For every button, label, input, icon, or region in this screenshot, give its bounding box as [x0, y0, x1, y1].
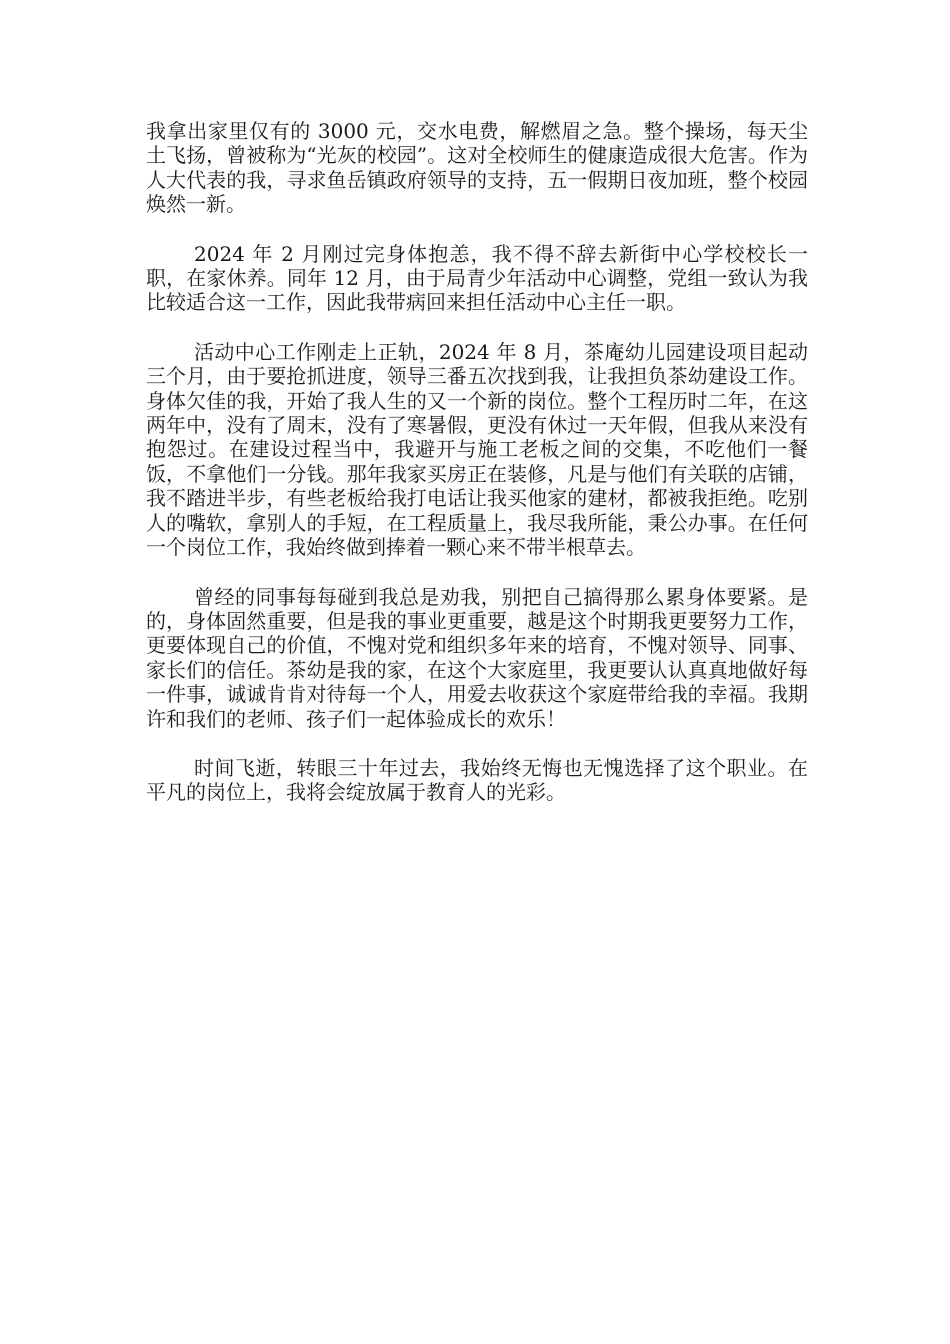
paragraph-5: 时间飞逝，转眼三十年过去，我始终无悔也无愧选择了这个职业。在平凡的岗位上，我将会绽放属于教育人的光彩。 — [146, 755, 808, 805]
paragraph-2: 2024 年 2 月刚过完身体抱恙，我不得不辞去新街中心学校校长一职，在家休养。同年 12 月，由于局青少年活动中心调整，党组一致认为我比较适合这一工作，因此我带病回来担任活动中心主任一职。 — [146, 241, 808, 315]
paragraph-4: 曾经的同事每每碰到我总是劝我，别把自己搞得那么累身体要紧。是的，身体固然重要，但是我的事业更重要，越是这个时期我更要努力工作，更要体现自己的价值，不愧对党和组织多年来的培育，不愧对领导、同事、家长们的信任。茶幼是我的家，在这个大家庭里，我更要认认真真地做好每一件事，诚诚肯肯对待每一个人，用爱去收获这个家庭带给我的幸福。我期许和我们的老师、孩子们一起体验成长的欢乐！ — [146, 584, 808, 731]
document-body — [146, 119, 808, 830]
paragraph-1: 我拿出家里仅有的 3000 元，交水电费，解燃眉之急。整个操场，每天尘土飞扬，曾被称为“光灰的校园”。这对全校师生的健康造成很大危害。作为人大代表的我，寻求鱼岳镇政府领导的支持，五一假期日夜加班，整个校园焕然一新。 — [146, 119, 808, 217]
paragraph-3: 活动中心工作刚走上正轨，2024 年 8 月，茶庵幼儿园建设项目起动三个月，由于要抢抓进度，领导三番五次找到我，让我担负茶幼建设工作。身体欠佳的我，开始了我人生的又一个新的岗位。整个工程历时二年，在这两年中，没有了周末，没有了寒暑假，更没有休过一天年假，但我从来没有抱怨过。在建设过程当中，我避开与施工老板之间的交集，不吃他们一餐饭，不拿他们一分钱。那年我家买房正在装修，凡是与他们有关联的店铺，我不踏进半步，有些老板给我打电话让我买他家的建材，都被我拒绝。吃别人的嘴软，拿别人的手短，在工程质量上，我尽我所能，秉公办事。在任何一个岗位工作，我始终做到捧着一颗心来不带半根草去。 — [146, 339, 808, 560]
